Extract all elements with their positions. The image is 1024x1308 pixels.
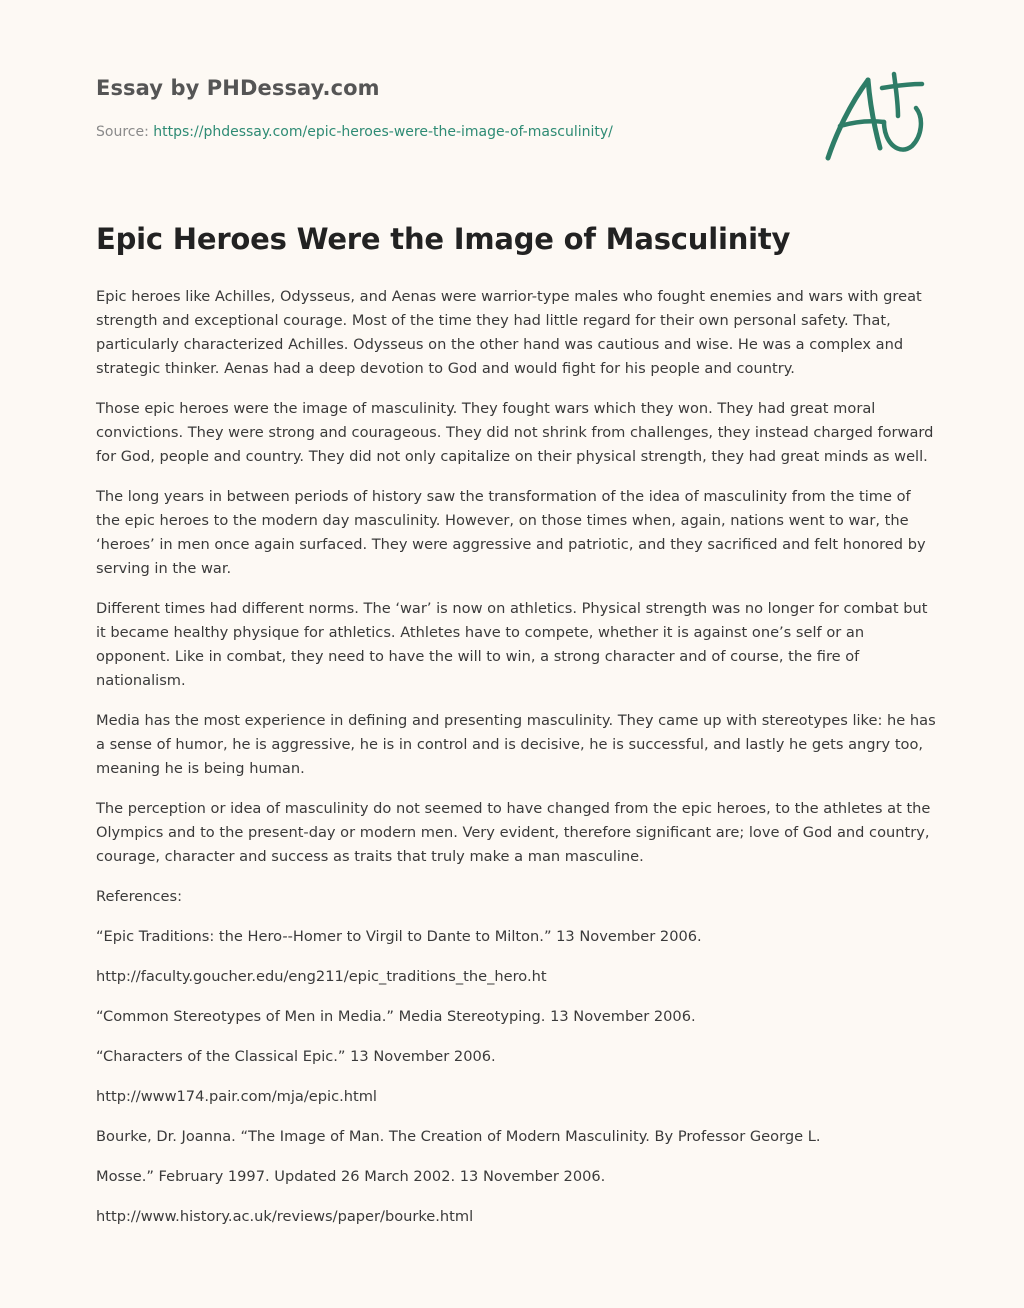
reference-item: Mosse.” February 1997. Updated 26 March 2002. 13 November 2006. <box>96 1168 606 1185</box>
essay-paragraph: Different times had different norms. The ‘war’ is now on athletics. Physical strength was no longer for combat but it became healthy physique for athletics. Athletes have to compete, whether it is against one’s self or an opponent. Like in combat, they need to have the will to win, a strong character and of course, the fire of nationalism. <box>96 600 928 689</box>
reference-item: http://faculty.goucher.edu/eng211/epic_traditions_the_hero.ht <box>96 968 547 985</box>
reference-item: http://www174.pair.com/mja/epic.html <box>96 1088 377 1105</box>
references-heading: References: <box>96 888 183 905</box>
reference-item: “Epic Traditions: the Hero--Homer to Virgil to Dante to Milton.” 13 November 2006. <box>96 928 702 945</box>
source-label: Source: <box>96 124 154 140</box>
essay-paragraph: The long years in between periods of history saw the transformation of the idea of masculinity from the time of the epic heroes to the modern day masculinity. However, on those times when, again, nations went to war, the ‘heroes’ in men once again surfaced. They were aggressive and patriotic, and they sacrificed and felt honored by serving in the war. <box>96 488 926 577</box>
reference-item: “Characters of the Classical Epic.” 13 November 2006. <box>96 1048 496 1065</box>
source-line <box>96 124 613 140</box>
reference-item: Bourke, Dr. Joanna. “The Image of Man. The Creation of Modern Masculinity. By Professor George L. <box>96 1128 821 1145</box>
essay-title: Epic Heroes Were the Image of Masculinity <box>96 222 791 256</box>
essay-paragraph: The perception or idea of masculinity do not seemed to have changed from the epic heroes, to the athletes at the Olympics and to the present-day or modern men. Very evident, therefore significant are; love of God and country, courage, character and success as traits that truly make a man masculine. <box>96 800 931 865</box>
references-section <box>96 885 936 1229</box>
essay-paragraph: Epic heroes like Achilles, Odysseus, and Aenas were warrior-type males who fought enemies and wars with great strength and exceptional courage. Most of the time they had little regard for their own personal safety. That, particularly characterized Achilles. Odysseus on the other hand was cautious and wise. He was a complex and strategic thinker. Aenas had a deep devotion to God and would fight for his people and country. <box>96 288 922 377</box>
a-plus-logo-icon <box>818 64 934 168</box>
essay-paragraph: Those epic heroes were the image of masculinity. They fought wars which they won. They had great moral convictions. They were strong and courageous. They did not shrink from challenges, they instead charged forward for God, people and country. They did not only capitalize on their physical strength, they had great minds as well. <box>96 400 934 465</box>
reference-item: “Common Stereotypes of Men in Media.” Media Stereotyping. 13 November 2006. <box>96 1008 696 1025</box>
reference-item: http://www.history.ac.uk/reviews/paper/bourke.html <box>96 1208 474 1225</box>
source-link[interactable]: https://phdessay.com/epic-heroes-were-the-image-of-masculinity/ <box>153 124 613 140</box>
essay-body <box>96 285 936 1245</box>
site-brand: Essay by PHDessay.com <box>96 76 380 100</box>
essay-paragraph: Media has the most experience in defining and presenting masculinity. They came up with stereotypes like: he has a sense of humor, he is aggressive, he is in control and is decisive, he is successful, and lastly he gets angry too, meaning he is being human. <box>96 712 936 777</box>
